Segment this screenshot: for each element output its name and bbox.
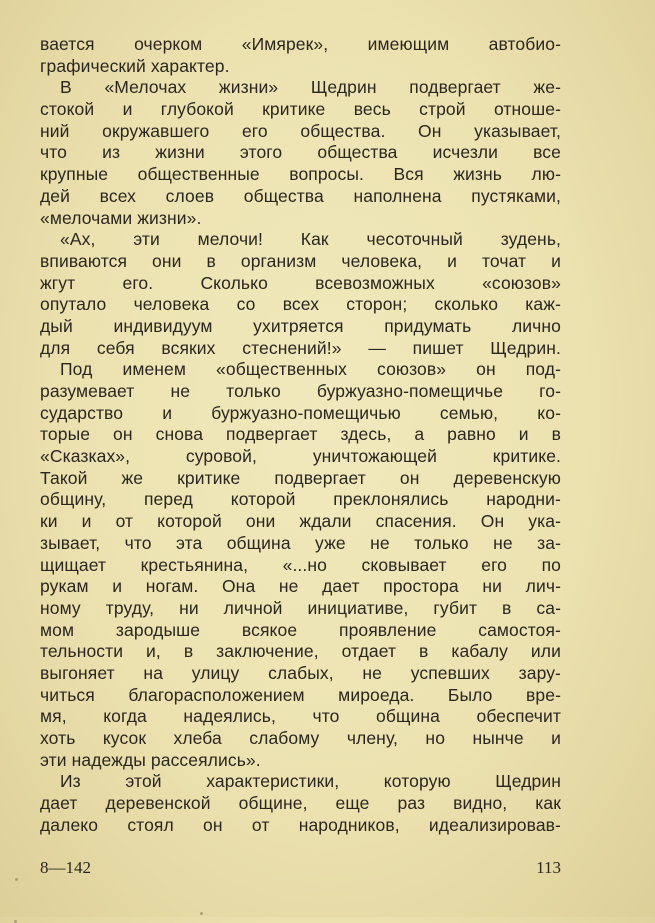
text-line: щищает крестьянина, «...но сковывает его по bbox=[40, 554, 561, 575]
text-line: выгоняет на улицу слабых, не успевших зару- bbox=[40, 662, 561, 683]
text-line: эти надежды рассеялись». bbox=[40, 749, 261, 770]
text-line: крупные общественные вопросы. Вся жизнь лю- bbox=[40, 164, 561, 185]
text-line: ному труду, ни личной инициативе, губит в са- bbox=[40, 597, 561, 618]
text-line: разумевает не только буржуазно-помещичье го- bbox=[40, 381, 561, 401]
text-line: впиваются они в организм человека, и точат и bbox=[40, 250, 561, 271]
text-line: графический характер. bbox=[40, 55, 230, 76]
paper-speck bbox=[15, 878, 18, 881]
text-line: читься благорасположением мироеда. Было вре- bbox=[40, 684, 561, 705]
text-line: Из этой характеристики, которую Щедрин bbox=[60, 771, 561, 792]
text-line: жгут его. Сколько всевозможных «союзов» bbox=[40, 272, 561, 293]
text-line: мом зародыше всякое проявление самостоя- bbox=[40, 619, 561, 640]
text-line: «Сказках», суровой, уничтожающей критике. bbox=[40, 446, 561, 467]
text-line: рукам и ногам. Она не дает простора ни лич- bbox=[40, 576, 561, 597]
text-line: зывает, что эта община уже не только не за- bbox=[40, 532, 561, 553]
text-line: мя, когда надеялись, что община обеспечит bbox=[40, 706, 561, 727]
text-line: тельности и, в заключение, отдает в кабалу или bbox=[40, 641, 561, 662]
text-line: ний окружавшего его общества. Он указывает, bbox=[40, 120, 561, 141]
text-line: Под именем «общественных союзов» он под- bbox=[60, 359, 561, 380]
text-line: «Ах, эти мелочи! Как чесоточный зудень, bbox=[60, 229, 561, 250]
printer-signature-mark: 8—142 bbox=[40, 858, 91, 877]
text-line: дает деревенской общине, еще раз видно, как bbox=[40, 793, 561, 814]
text-line: что из жизни этого общества исчезли все bbox=[40, 142, 561, 163]
text-line: сударство и буржуазно-помещичью семью, ко- bbox=[40, 402, 561, 423]
text-line: Такой же критике подвергает он деревенскую bbox=[40, 467, 561, 488]
text-line: вается очерком «Имярек», имеющим автобио- bbox=[40, 34, 561, 54]
page-number: 113 bbox=[536, 858, 561, 877]
text-line: торые он снова подвергает здесь, а равно и в bbox=[40, 424, 561, 445]
text-line: ки и от которой они ждали спасения. Он ука- bbox=[40, 511, 561, 532]
text-line: далеко стоял он от народников, идеализировав- bbox=[40, 814, 561, 835]
paper-speck bbox=[200, 912, 203, 915]
text-line: дый индивидуум ухитряется придумать лично bbox=[40, 315, 561, 336]
text-line: дей всех слоев общества наполнена пустяками, bbox=[40, 185, 561, 206]
text-line: общину, перед которой преклонялись народни- bbox=[40, 489, 561, 510]
text-line: «мелочами жизни». bbox=[40, 207, 202, 228]
page-body-text bbox=[40, 34, 561, 836]
text-line: опутало человека со всех сторон; сколько каж- bbox=[40, 294, 561, 315]
text-line: для себя всяких стеснений!» — пишет Щедрин. bbox=[40, 337, 561, 358]
text-line: В «Мелочах жизни» Щедрин подвергает же- bbox=[60, 77, 561, 98]
text-line: хоть кусок хлеба слабому члену, но нынче и bbox=[40, 728, 561, 748]
text-line: стокой и глубокой критике весь строй отноше- bbox=[40, 99, 561, 120]
